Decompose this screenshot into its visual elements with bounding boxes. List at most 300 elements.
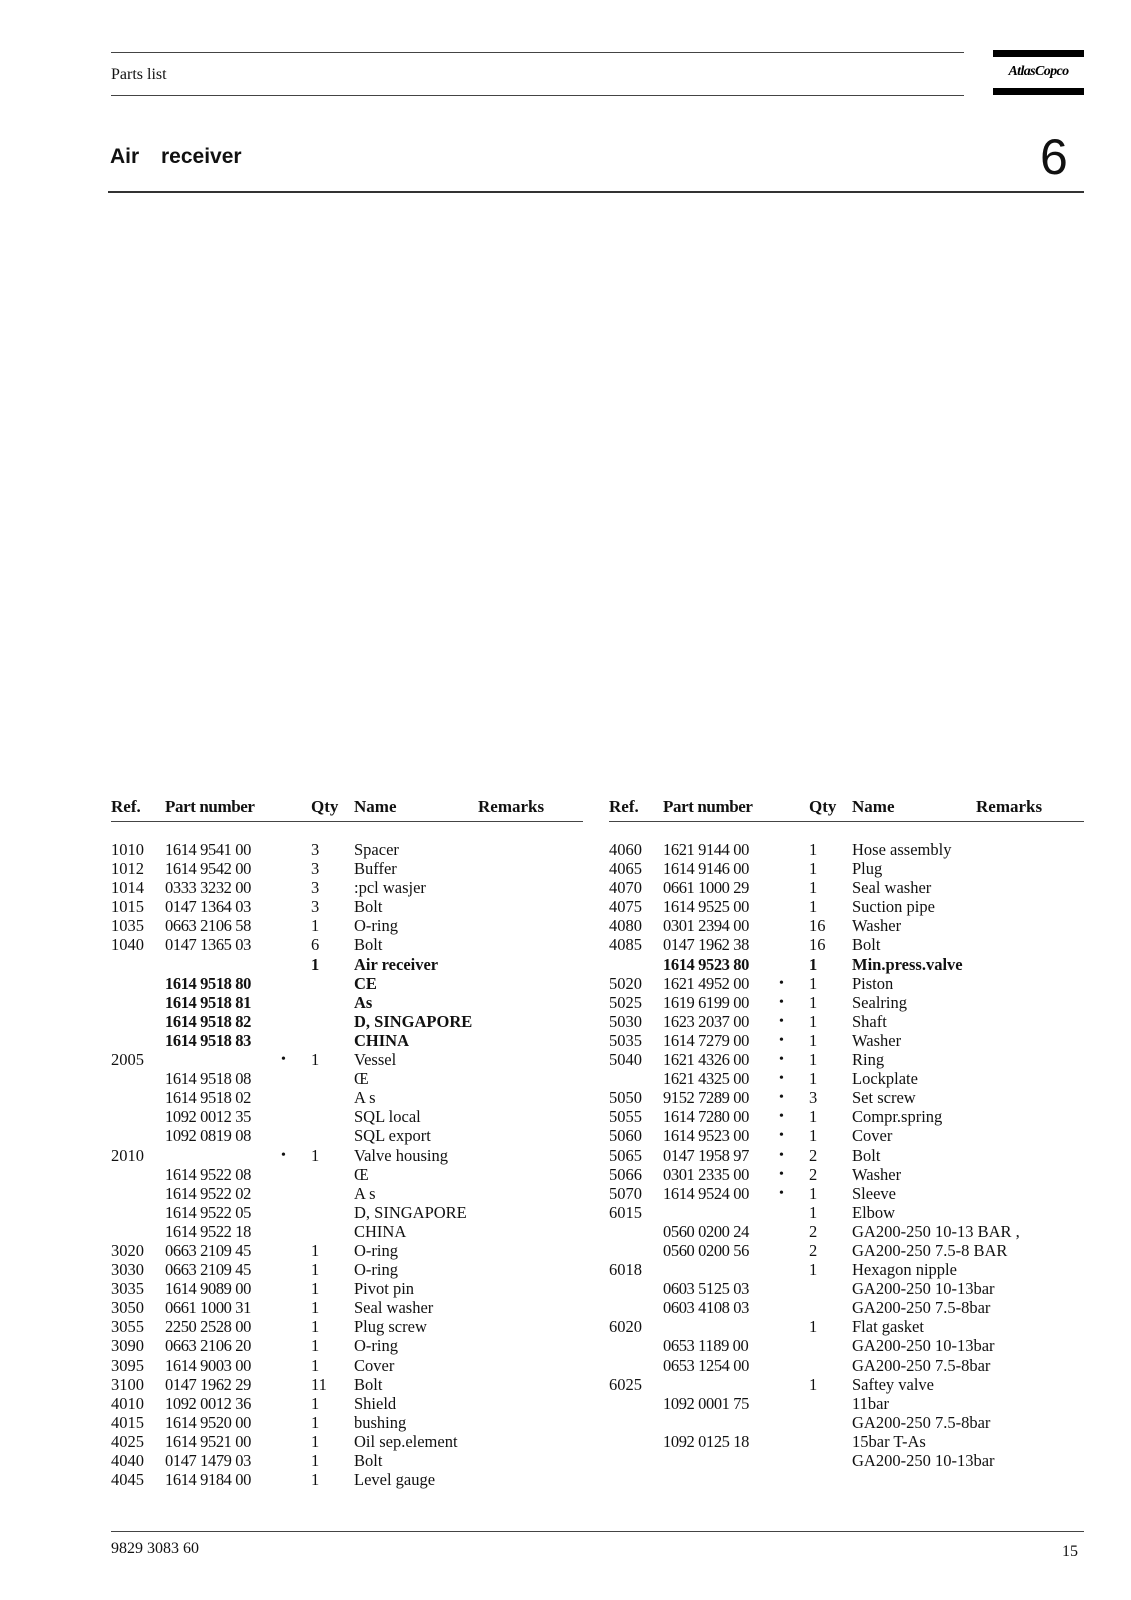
row-qty: 1 (809, 1126, 818, 1146)
row-name: D, SINGAPORE (354, 1202, 467, 1222)
row-ref: 2010 (111, 1145, 144, 1165)
row-qty: 1 (311, 1393, 320, 1413)
row-qty: 2 (809, 1145, 818, 1165)
table-row (609, 1184, 1084, 1203)
row-marker: • (779, 994, 784, 1010)
table-header-rule (609, 821, 1084, 822)
row-qty: 11 (311, 1374, 327, 1394)
row-part-number: 0663 2106 58 (165, 916, 251, 936)
table-row (609, 1031, 1084, 1050)
row-part-number: 0603 4108 03 (663, 1298, 749, 1318)
header-top-rule (111, 52, 964, 53)
row-part-number: 0560 0200 24 (663, 1221, 749, 1241)
row-name: CE (354, 973, 377, 993)
row-part-number: 0333 3232 00 (165, 878, 251, 898)
table-row (111, 1126, 583, 1145)
row-marker: • (779, 1090, 784, 1106)
row-ref: 1035 (111, 916, 144, 936)
table-row (609, 1222, 1084, 1241)
row-qty: 2 (809, 1164, 818, 1184)
row-ref: 3095 (111, 1355, 144, 1375)
row-qty: 1 (311, 1050, 320, 1070)
row-name: O-ring (354, 1240, 398, 1260)
parts-table-right (609, 797, 1084, 1470)
row-marker: • (779, 1128, 784, 1144)
table-row (111, 1317, 583, 1336)
logo-top-bar (993, 50, 1084, 57)
table-row (609, 1279, 1084, 1298)
row-marker: • (281, 1052, 286, 1068)
row-ref: 3035 (111, 1279, 144, 1299)
row-part-number: 1614 9522 18 (165, 1221, 251, 1241)
table-row (111, 1050, 583, 1069)
row-ref: 5060 (609, 1126, 642, 1146)
row-part-number: 0661 1000 29 (663, 878, 749, 898)
row-name: Bolt (354, 1451, 383, 1470)
row-ref: 1010 (111, 840, 144, 859)
row-ref: 4065 (609, 859, 642, 879)
row-qty: 1 (311, 1145, 320, 1165)
row-part-number: 1621 4326 00 (663, 1050, 749, 1070)
table-row (111, 1394, 583, 1413)
row-name: 11bar (852, 1393, 889, 1413)
table-row (609, 974, 1084, 993)
table-row (609, 1088, 1084, 1107)
row-part-number: 1614 9518 81 (165, 992, 251, 1012)
row-qty: 1 (311, 1355, 320, 1375)
row-ref: 6015 (609, 1202, 642, 1222)
row-name: Shield (354, 1393, 397, 1413)
row-part-number: 1614 9523 00 (663, 1126, 749, 1146)
row-name: Sealring (852, 992, 907, 1012)
row-ref: 4040 (111, 1451, 144, 1470)
row-name: Set screw (852, 1088, 916, 1108)
row-name: Bolt (852, 1145, 881, 1165)
row-ref: 4060 (609, 840, 642, 859)
row-part-number: 1614 9518 80 (165, 973, 251, 993)
row-part-number: 1614 9146 00 (663, 859, 749, 879)
table-header (111, 797, 583, 821)
row-part-number: 1614 9184 00 (165, 1470, 251, 1490)
row-part-number: 1092 0001 75 (663, 1393, 749, 1413)
row-name: Buffer (354, 859, 397, 879)
row-ref: 5055 (609, 1107, 642, 1127)
row-qty: 1 (809, 1202, 818, 1222)
row-qty: 1 (311, 1336, 320, 1356)
table-row (609, 993, 1084, 1012)
row-ref: 3020 (111, 1240, 144, 1260)
row-part-number: 0301 2335 00 (663, 1164, 749, 1184)
row-name: Bolt (354, 1374, 383, 1394)
row-qty: 3 (311, 897, 320, 917)
row-qty: 1 (311, 1279, 320, 1299)
row-part-number: 0147 1365 03 (165, 935, 251, 955)
row-part-number: 1614 9522 05 (165, 1202, 251, 1222)
table-row (111, 955, 583, 974)
row-qty: 1 (311, 954, 320, 974)
row-qty: 1 (809, 840, 818, 859)
row-qty: 6 (311, 935, 320, 955)
header-ref: Ref. (111, 797, 141, 816)
table-row (111, 1375, 583, 1394)
table-header (609, 797, 1084, 821)
row-qty: 2 (809, 1240, 818, 1260)
table-row (111, 1146, 583, 1165)
table-row (111, 1069, 583, 1088)
logo-wordmark: AtlasCopco (1008, 64, 1069, 79)
row-ref: 4070 (609, 878, 642, 898)
row-ref: 4085 (609, 935, 642, 955)
row-qty: 1 (809, 973, 818, 993)
row-name: bushing (354, 1412, 407, 1432)
row-ref: 1012 (111, 859, 144, 879)
table-row (609, 1336, 1084, 1355)
row-part-number: 0560 0200 56 (663, 1240, 749, 1260)
row-ref: 4010 (111, 1393, 144, 1413)
row-name: GA200-250 10-13bar (852, 1336, 995, 1356)
table-row (609, 1394, 1084, 1413)
row-name: Piston (852, 973, 894, 993)
table-header-rule (111, 821, 583, 822)
row-ref: 5035 (609, 1030, 642, 1050)
table-row (111, 974, 583, 993)
row-name: 15bar T-As (852, 1431, 926, 1451)
row-part-number: 0663 2109 45 (165, 1260, 251, 1280)
header-bottom-rule (111, 95, 964, 96)
row-qty: 16 (809, 935, 826, 955)
table-row (111, 859, 583, 878)
page-number: 15 (1062, 1543, 1078, 1560)
row-part-number: 1092 0012 36 (165, 1393, 251, 1413)
header-qty: Qty (809, 797, 837, 816)
row-part-number: 1092 0012 35 (165, 1107, 251, 1127)
row-qty: 3 (311, 878, 320, 898)
row-name: Œ (354, 1164, 369, 1184)
row-part-number: 0147 1962 29 (165, 1374, 251, 1394)
row-qty: 1 (809, 1069, 818, 1089)
row-qty: 1 (809, 1011, 818, 1031)
row-name: Hexagon nipple (852, 1260, 957, 1280)
row-qty: 1 (809, 1374, 818, 1394)
row-name: O-ring (354, 1336, 398, 1356)
table-row (111, 1470, 583, 1489)
row-part-number: 0663 2106 20 (165, 1336, 251, 1356)
row-qty: 1 (311, 1470, 320, 1490)
row-ref: 3055 (111, 1317, 144, 1337)
logo-bottom-bar (993, 88, 1084, 95)
row-part-number: 1614 9520 00 (165, 1412, 251, 1432)
row-part-number: 1614 7279 00 (663, 1030, 749, 1050)
table-row (609, 1107, 1084, 1126)
table-row (609, 1298, 1084, 1317)
row-part-number: 1092 0819 08 (165, 1126, 251, 1146)
table-row (609, 1146, 1084, 1165)
header-remarks: Remarks (478, 797, 545, 816)
table-row (609, 897, 1084, 916)
table-row (111, 1165, 583, 1184)
table-row (609, 1375, 1084, 1394)
row-name: Seal washer (852, 878, 932, 898)
row-part-number: 9152 7289 00 (663, 1088, 749, 1108)
row-ref: 4045 (111, 1470, 144, 1490)
table-row (609, 935, 1084, 954)
row-qty: 1 (809, 954, 818, 974)
row-qty: 1 (311, 1431, 320, 1451)
row-part-number: 0147 1958 97 (663, 1145, 749, 1165)
row-name: GA200-250 7.5-8bar (852, 1412, 991, 1432)
row-qty: 1 (809, 859, 818, 879)
atlas-copco-logo (993, 50, 1084, 95)
row-qty: 1 (311, 1317, 320, 1337)
table-row (111, 897, 583, 916)
row-name: Plug screw (354, 1317, 427, 1337)
row-ref: 1014 (111, 878, 144, 898)
row-name: Oil sep.element (354, 1431, 458, 1451)
table-row (111, 1031, 583, 1050)
table-row (609, 1050, 1084, 1069)
row-name: A s (354, 1088, 376, 1108)
row-ref: 1015 (111, 897, 144, 917)
row-name: GA200-250 10-13 BAR , (852, 1221, 1020, 1241)
table-row (609, 1317, 1084, 1336)
header-label: Parts list (111, 66, 167, 83)
row-ref: 4025 (111, 1431, 144, 1451)
row-part-number: 0147 1479 03 (165, 1451, 251, 1470)
row-name: Bolt (852, 935, 881, 955)
row-name: Compr.spring (852, 1107, 943, 1127)
row-name: O-ring (354, 1260, 398, 1280)
row-qty: 1 (311, 1412, 320, 1432)
table-row (111, 1088, 583, 1107)
row-qty: 1 (809, 1260, 818, 1280)
row-ref: 5050 (609, 1088, 642, 1108)
table-row (111, 1279, 583, 1298)
row-qty: 1 (809, 1050, 818, 1070)
row-part-number: 1614 9518 02 (165, 1088, 251, 1108)
row-name: GA200-250 7.5-8bar (852, 1298, 991, 1318)
section-rule (108, 191, 1084, 193)
row-name: Flat gasket (852, 1317, 924, 1337)
row-name: SQL export (354, 1126, 431, 1146)
row-part-number: 1614 9518 08 (165, 1069, 251, 1089)
row-name: Shaft (852, 1011, 887, 1031)
header-ref: Ref. (609, 797, 639, 816)
row-part-number: 1614 9089 00 (165, 1279, 251, 1299)
row-ref: 4015 (111, 1412, 144, 1432)
row-part-number: 0147 1962 38 (663, 935, 749, 955)
row-name: Vessel (354, 1050, 397, 1070)
row-ref: 3030 (111, 1260, 144, 1280)
row-part-number: 0147 1364 03 (165, 897, 251, 917)
row-ref: 5020 (609, 973, 642, 993)
table-row (609, 1356, 1084, 1375)
row-name: Cover (354, 1355, 395, 1375)
row-name: Ring (852, 1050, 885, 1070)
row-part-number: 1614 7280 00 (663, 1107, 749, 1127)
row-ref: 2005 (111, 1050, 144, 1070)
table-row (111, 1298, 583, 1317)
row-qty: 1 (311, 1451, 320, 1470)
table-row (111, 916, 583, 935)
table-row (609, 878, 1084, 897)
row-qty: 1 (809, 992, 818, 1012)
row-part-number: 0301 2394 00 (663, 916, 749, 936)
table-row (111, 1222, 583, 1241)
row-qty: 1 (809, 897, 818, 917)
row-marker: • (779, 1166, 784, 1182)
footer-rule (111, 1531, 1084, 1532)
row-part-number: 1614 9525 00 (663, 897, 749, 917)
table-row (111, 840, 583, 859)
header-name: Name (354, 797, 397, 816)
row-name: Pivot pin (354, 1279, 415, 1299)
row-qty: 1 (311, 1298, 320, 1318)
table-row (111, 993, 583, 1012)
table-row (609, 1413, 1084, 1432)
header-remarks: Remarks (976, 797, 1043, 816)
row-marker: • (779, 1109, 784, 1125)
row-marker: • (779, 1032, 784, 1048)
table-row (609, 1012, 1084, 1031)
section-title: Air receiver (110, 145, 242, 168)
table-row (111, 1184, 583, 1203)
row-qty: 3 (809, 1088, 818, 1108)
table-row (609, 1260, 1084, 1279)
row-marker: • (779, 1185, 784, 1201)
row-name: Plug (852, 859, 883, 879)
row-ref: 3050 (111, 1298, 144, 1318)
table-row (609, 955, 1084, 974)
table-row (609, 1432, 1084, 1451)
row-name: D, SINGAPORE (354, 1011, 473, 1031)
row-qty: 1 (809, 1317, 818, 1337)
row-marker: • (779, 1052, 784, 1068)
row-part-number: 1621 9144 00 (663, 840, 749, 859)
row-name: Valve housing (354, 1145, 448, 1165)
row-ref: 5030 (609, 1011, 642, 1031)
row-part-number: 1623 2037 00 (663, 1011, 749, 1031)
row-qty: 3 (311, 840, 320, 859)
row-qty: 1 (311, 1240, 320, 1260)
row-name: Washer (852, 1164, 902, 1184)
row-name: Bolt (354, 897, 383, 917)
table-row (111, 1432, 583, 1451)
row-name: Bolt (354, 935, 383, 955)
row-part-number: 1614 9541 00 (165, 840, 251, 859)
row-marker: • (779, 1013, 784, 1029)
row-marker: • (779, 1147, 784, 1163)
row-qty: 16 (809, 916, 826, 936)
header-name: Name (852, 797, 895, 816)
row-part-number: 1614 9524 00 (663, 1183, 749, 1203)
row-name: Washer (852, 916, 902, 936)
row-name: Saftey valve (852, 1374, 935, 1394)
row-name: CHINA (354, 1221, 407, 1241)
row-ref: 5040 (609, 1050, 642, 1070)
row-marker: • (281, 1147, 286, 1163)
row-name: SQL local (354, 1107, 421, 1127)
table-row (111, 1336, 583, 1355)
row-name: Hose assembly (852, 840, 952, 859)
header-part-number: Part number (165, 797, 255, 816)
parts-table-left (111, 797, 583, 1489)
row-part-number: 1619 6199 00 (663, 992, 749, 1012)
row-name: Spacer (354, 840, 399, 859)
row-part-number: 0663 2109 45 (165, 1240, 251, 1260)
row-name: CHINA (354, 1030, 410, 1050)
row-qty: 2 (809, 1221, 818, 1241)
row-qty: 3 (311, 859, 320, 879)
row-name: As (354, 992, 373, 1012)
table-row (111, 878, 583, 897)
table-row (609, 1203, 1084, 1222)
row-name: GA200-250 7.5-8bar (852, 1355, 991, 1375)
row-marker: • (779, 1071, 784, 1087)
row-ref: 4080 (609, 916, 642, 936)
row-ref: 5025 (609, 992, 642, 1012)
row-name: Min.press.valve (852, 954, 963, 974)
row-part-number: 0653 1254 00 (663, 1355, 749, 1375)
row-name: Cover (852, 1126, 893, 1146)
row-part-number: 1092 0125 18 (663, 1431, 749, 1451)
document-number: 9829 3083 60 (111, 1540, 199, 1557)
row-ref: 5066 (609, 1164, 642, 1184)
row-qty: 1 (809, 1107, 818, 1127)
row-part-number: 1614 9518 82 (165, 1011, 251, 1031)
row-part-number: 1614 9542 00 (165, 859, 251, 879)
table-rows (111, 840, 583, 1489)
row-ref: 1040 (111, 935, 144, 955)
row-name: Œ (354, 1069, 369, 1089)
row-name: A s (354, 1183, 376, 1203)
header-part-number: Part number (663, 797, 753, 816)
table-row (609, 1241, 1084, 1260)
table-row (609, 1126, 1084, 1145)
table-row (111, 1260, 583, 1279)
row-qty: 1 (809, 878, 818, 898)
table-row (609, 840, 1084, 859)
row-ref: 6025 (609, 1374, 642, 1394)
row-name: GA200-250 10-13bar (852, 1451, 995, 1470)
table-row (609, 859, 1084, 878)
row-part-number: 0653 1189 00 (663, 1336, 749, 1356)
row-ref: 3090 (111, 1336, 144, 1356)
row-name: O-ring (354, 916, 398, 936)
row-part-number: 1614 9518 83 (165, 1030, 251, 1050)
row-part-number: 0603 5125 03 (663, 1279, 749, 1299)
row-name: Lockplate (852, 1069, 918, 1089)
table-row (111, 1413, 583, 1432)
row-part-number: 1614 9521 00 (165, 1431, 251, 1451)
table-row (111, 935, 583, 954)
table-row (609, 916, 1084, 935)
row-ref: 5070 (609, 1183, 642, 1203)
table-row (609, 1069, 1084, 1088)
row-ref: 5065 (609, 1145, 642, 1165)
row-part-number: 0661 1000 31 (165, 1298, 251, 1318)
row-name: GA200-250 10-13bar (852, 1279, 995, 1299)
row-name: Air receiver (354, 954, 439, 974)
row-name: Sleeve (852, 1183, 896, 1203)
header-qty: Qty (311, 797, 339, 816)
row-name: Washer (852, 1030, 902, 1050)
section-number: 6 (1040, 129, 1068, 185)
row-qty: 1 (809, 1030, 818, 1050)
row-qty: 1 (809, 1183, 818, 1203)
table-row (111, 1451, 583, 1470)
row-name: :pcl wasjer (354, 878, 426, 898)
table-row (111, 1241, 583, 1260)
